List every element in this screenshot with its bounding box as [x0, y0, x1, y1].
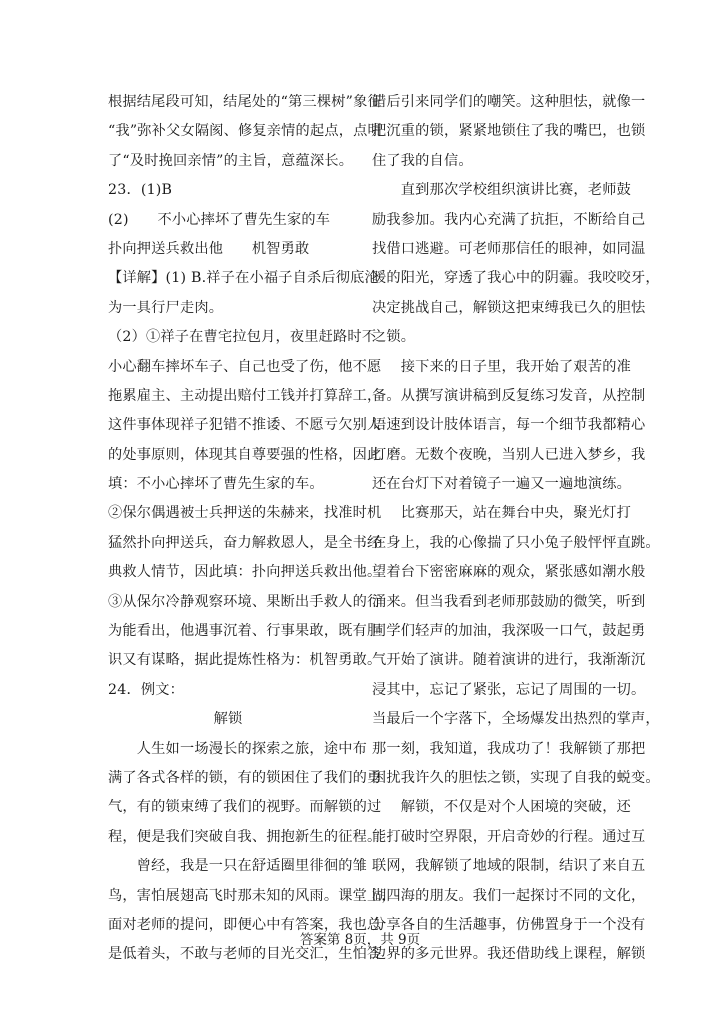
- text-line: 能打破时空界限，开启奇妙的行程。通过互: [372, 828, 646, 845]
- text-line: 边界的多元世界。我还借助线上课程，解锁: [372, 946, 646, 963]
- text-line: 打磨。无数个夜晚，当别人已进入梦乡，我: [372, 446, 646, 463]
- text-line: 还在台灯下对着镜子一遍又一遍地演练。: [372, 476, 631, 493]
- text-line: 的处事原则，体现其自尊要强的性格，因此: [108, 446, 382, 463]
- text-line: 鸟，害怕展翅高飞时那未知的风雨。课堂上，: [108, 887, 396, 904]
- text-line: 住了我的自信。: [372, 152, 473, 169]
- text-line: 决定挑战自己，解锁这把束缚我已久的胆怯: [372, 299, 646, 316]
- text-line: 程，便是我们突破自我、拥抱新生的征程。: [108, 828, 382, 845]
- text-line: （2）①祥子在曹宅拉包月，夜里赶路时不: [108, 329, 377, 346]
- answer-line: 扑向押送兵救出他 机智勇敢: [108, 240, 310, 257]
- text-line: 浸其中，忘记了紧张，忘记了周围的一切。: [372, 681, 646, 698]
- text-line: 典救人情节，因此填：扑向押送兵救出他。: [108, 564, 382, 581]
- text-line: 接下来的日子里，我开始了艰苦的准: [372, 358, 631, 375]
- text-line: 困扰我许久的胆怯之锁，实现了自我的蜕变。: [372, 769, 660, 786]
- text-line: 暖的阳光，穿透了我心中的阴霾。我咬咬牙，: [372, 270, 660, 287]
- text-line: 找借口逃避。可老师那信任的眼神，如同温: [372, 240, 646, 257]
- text-line: 解锁，不仅是对个人困境的突破，还: [372, 799, 631, 816]
- text-line: 曾经，我是一只在舒适圈里徘徊的雏: [108, 858, 367, 875]
- text-line: 识又有谋略，据此提炼性格为：机智勇敢。: [108, 652, 382, 669]
- text-line: 猛然扑向押送兵，奋力解救恩人，是全书经: [108, 534, 382, 551]
- text-line: 气开始了演讲。随着演讲的进行，我渐渐沉: [372, 652, 646, 669]
- text-line: 联网，我解锁了地域的限制，结识了来自五: [372, 858, 646, 875]
- text-line: 把沉重的锁，紧紧地锁住了我的嘴巴，也锁: [372, 123, 646, 140]
- text-line: 备。从撰写演讲稿到反复练习发音，从控制: [372, 387, 646, 404]
- text-line: “我”弥补父女隔阂、修复亲情的起点，点明: [108, 123, 382, 140]
- question-number: 23．(1)B: [108, 182, 173, 199]
- text-line: 是低着头，不敢与老师的目光交汇，生怕答: [108, 946, 382, 963]
- text-line: 为能看出，他遇事沉着、行事果敢，既有胆: [108, 623, 382, 640]
- text-line: 当最后一个字落下，全场爆发出热烈的掌声，: [372, 711, 660, 728]
- right-text-column: [372, 88, 660, 970]
- explanation-heading: 【详解】(1) B.祥子在小福子自杀后彻底沦: [108, 270, 379, 287]
- text-line: 语速到设计肢体语言，每一个细节我都精心: [372, 417, 646, 434]
- text-line: 直到那次学校组织演讲比赛，老师鼓: [372, 182, 631, 199]
- text-line: 面对老师的提问，即便心中有答案，我也总: [108, 916, 382, 933]
- text-line: 励我参加。我内心充满了抗拒，不断给自己: [372, 211, 646, 228]
- text-line: 涌来。但当我看到老师那鼓励的微笑，听到: [372, 593, 646, 610]
- text-line: 人生如一场漫长的探索之旅，途中布: [108, 740, 367, 757]
- text-line: 那一刻，我知道，我成功了！我解锁了那把: [372, 740, 646, 757]
- text-line: 根据结尾段可知，结尾处的“第三棵树”象征: [108, 94, 382, 110]
- text-line: 拖累雇主、主动提出赔付工钱并打算辞工，: [108, 387, 382, 404]
- text-line: 这件事体现祥子犯错不推诿、不愿亏欠别人: [108, 417, 382, 434]
- answer-line: (2) 不小心摔坏了曹先生家的车: [108, 211, 331, 228]
- text-line: 填：不小心摔坏了曹先生家的车。: [108, 476, 324, 493]
- text-line: 同学们轻声的加油，我深吸一口气，鼓起勇: [372, 623, 646, 640]
- text-line: 之锁。: [372, 329, 416, 346]
- text-line: ③从保尔冷静观察环境、果断出手救人的行: [108, 593, 382, 610]
- text-line: 分享各自的生活趣事，仿佛置身于一个没有: [372, 916, 646, 933]
- text-line: 小心翻车摔坏车子、自己也受了伤，他不愿: [108, 358, 382, 375]
- text-line: 为一具行尸走肉。: [108, 299, 224, 316]
- essay-title: 解锁: [213, 711, 243, 728]
- text-line: 在身上，我的心像揣了只小兔子般怦怦直跳。: [372, 534, 660, 551]
- text-line: 湖四海的朋友。我们一起探讨不同的文化，: [372, 887, 646, 904]
- page-footer: 答案第 8页，共 9页: [299, 932, 421, 948]
- text-line: 望着台下密密麻麻的观众，紧张感如潮水般: [372, 564, 646, 581]
- text-line: 气，有的锁束缚了我们的视野。而解锁的过: [108, 799, 382, 816]
- text-line: 错后引来同学们的嘲笑。这种胆怯，就像一: [372, 94, 646, 110]
- text-line: ②保尔偶遇被士兵押送的朱赫来，找准时机: [108, 505, 382, 522]
- text-line: 了“及时挽回亲情”的主旨，意蕴深长。: [108, 152, 354, 169]
- question-number: 24．例文：: [108, 681, 185, 698]
- text-line: 比赛那天，站在舞台中央，聚光灯打: [372, 505, 631, 522]
- text-line: 满了各式各样的锁，有的锁困住了我们的勇: [108, 769, 382, 786]
